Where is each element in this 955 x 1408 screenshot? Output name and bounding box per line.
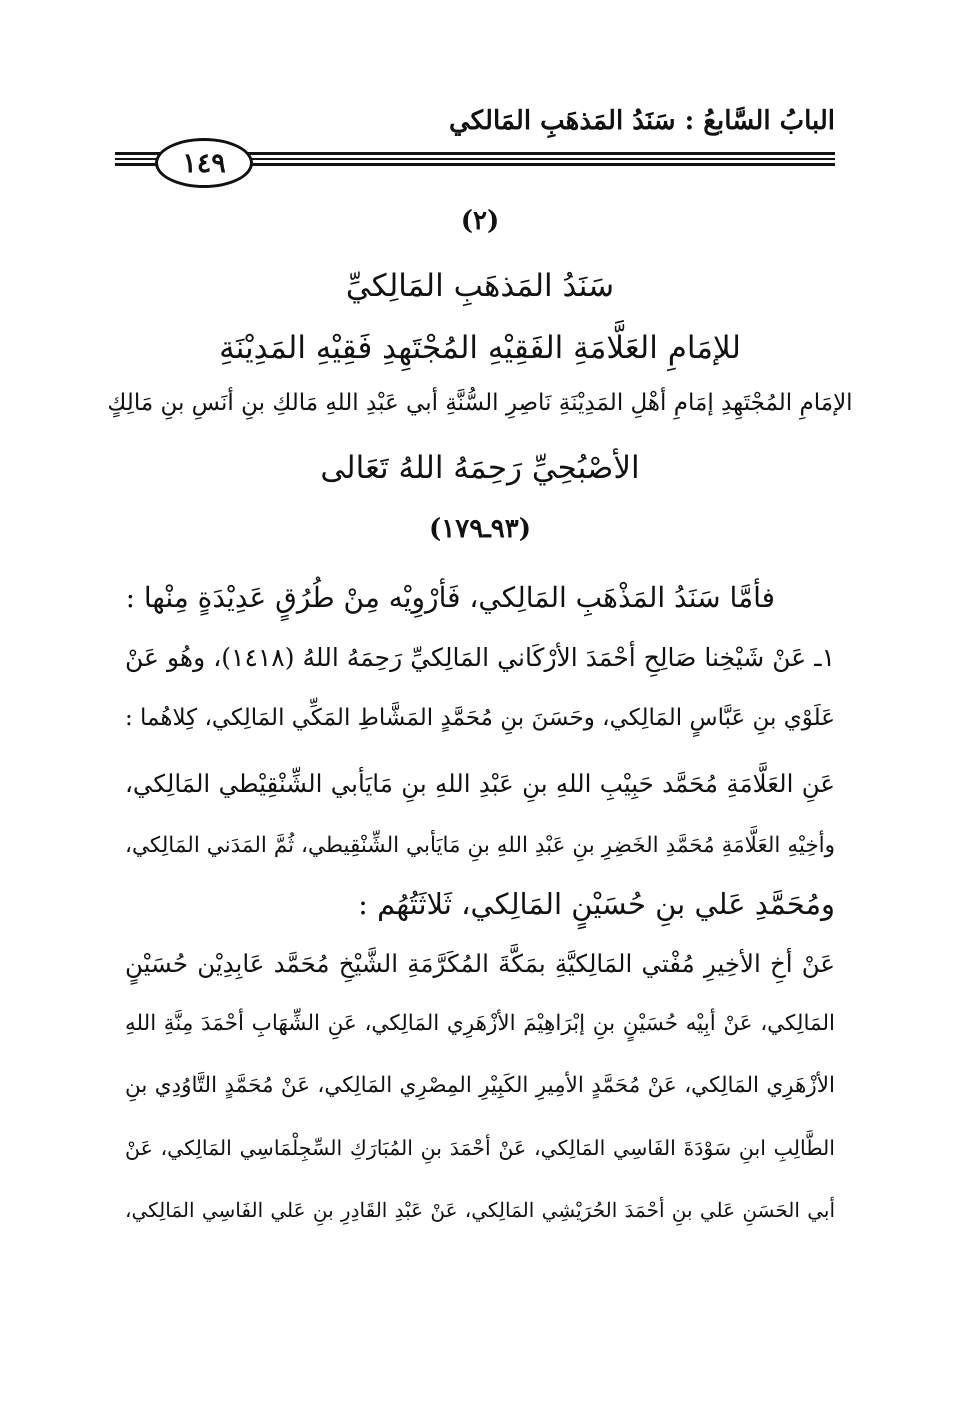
page-number: ١٤٩ bbox=[155, 138, 253, 188]
body-text-line: ١ـ عَنْ شَيْخِنا صَالِحِ أحْمَدَ الأرْكَاني المَالِكيِّ رَحِمَهُ اللهُ (١٤١٨)، وهُو عَنْ bbox=[125, 643, 835, 672]
body-text-line: عَنْ أخِ الأخِيرِ مُفْتي المَالِكيَّةِ بمَكَّةَ المُكَرَّمَةِ الشَّيْخِ مُحَمَّد عَابِدِيْن حُسَيْنٍ bbox=[125, 949, 835, 978]
body-text-line: وأخِيْهِ العَلَّامَةِ مُحَمَّدِ الخَضِرِ بنِ عَبْدِ اللهِ بنِ مَايَأبي الشِّنْقِيطي، ثُمَّ المَدَني المَالِكي، bbox=[125, 833, 835, 858]
body-text-line: ومُحَمَّدِ عَلي بنِ حُسَيْنٍ المَالِكي، ثَلاثَتُهُم : bbox=[358, 887, 835, 921]
section-title: سَنَدُ المَذهَبِ المَالِكيِّ bbox=[345, 268, 615, 304]
years-range: (٩٣ـ١٧٩) bbox=[428, 514, 532, 544]
section-subtitle-line: للإمَامِ العَلَّامَةِ الفَقِيْهِ المُجْتَهِدِ فَقِيْهِ المَدِيْنَةِ bbox=[219, 330, 741, 366]
section-subtitle-line: الإمَامِ المُجْتَهِدِ إمَامِ أهْلِ المَدِيْنَةِ نَاصِرِ السُّنَّةِ أبي عَبْدِ اللهِ مَالكِ بنِ أنَسِ بنِ مَالِكٍ bbox=[107, 390, 853, 416]
body-text-line: الطَّالِبِ ابنِ سَوْدَةَ الفَاسِي المَالِكي، عَنْ أحْمَدَ بنِ المُبَارَكِ السِّجِلْمَاسِي المَالِكي، عَنْ bbox=[125, 1136, 835, 1160]
body-text-line: فأمَّا سَنَدُ المَذْهَبِ المَالِكي، فَأرْوِيْه مِنْ طُرُقٍ عَدِيْدَةٍ مِنْها : bbox=[125, 581, 775, 614]
body-text-line: عَلَوْي بنِ عَبَّاسٍ المَالِكي، وحَسَنَ بنِ مُحَمَّدٍ المَشَّاطِ المَكِّي المَالِكي، كِلاهُما : bbox=[124, 705, 835, 731]
body-text-line: الأزْهَرِي المَالِكي، عَنْ مُحَمَّدٍ الأمِيرِ الكَبِيْرِ المِصْرِي المَالِكي، عَنْ مُحَمَّدٍ التَّاوُدِي بنِ bbox=[125, 1073, 835, 1098]
body-text-line: أبي الحَسَنِ عَلي بنِ أحْمَدَ الحُرَيْشِي المَالِكي، عَنْ عَبْدِ القَادِرِ بنِ عَلي الفَاسِي المَالِكي، bbox=[125, 1198, 835, 1222]
body-text-line: عَنِ العَلَّامَةِ مُحَمَّد حَبِيْبِ اللهِ بنِ عَبْدِ اللهِ بنِ مَايَأبي الشِّنْقِيْطي المَالِكي، bbox=[125, 769, 835, 798]
body-text-line: المَالِكي، عَنْ أبِيْه حُسَيْنٍ بنِ إبْرَاهِيْمَ الأزْهَرِي المَالِكي، عَنِ الشِّهَابِ أحْمَدَ مِنَّةِ اللهِ bbox=[125, 1011, 835, 1036]
section-number: (٢) bbox=[460, 206, 500, 236]
section-subtitle-line: الأصْبُحِيِّ رَحِمَهُ اللهُ تَعَالى bbox=[320, 450, 640, 486]
running-title: البابُ السَّابعُ : سَنَدُ المَذهَبِ المَالكي bbox=[449, 106, 835, 136]
